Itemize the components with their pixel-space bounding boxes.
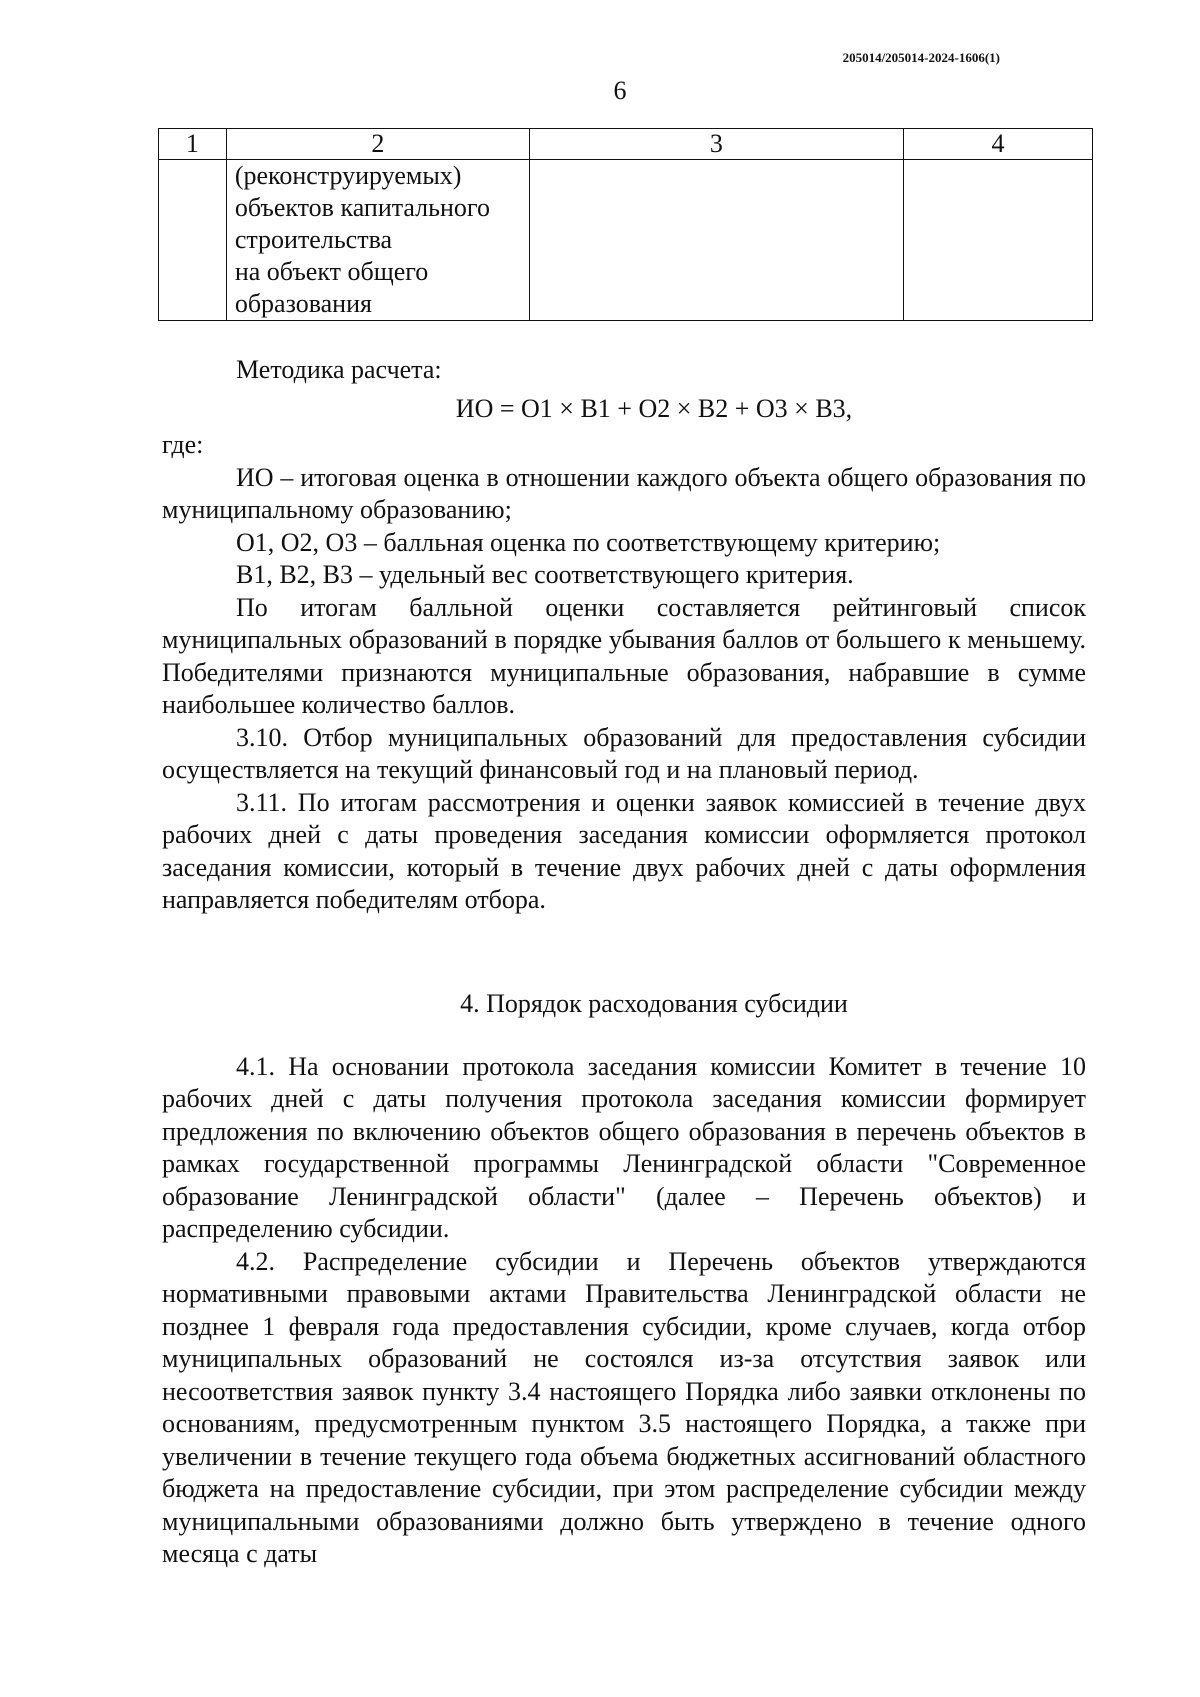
table-cell-2: (реконструируемых) объектов капитального строительства на объект общего образования (226, 160, 529, 321)
criteria-table (158, 128, 1093, 321)
section-4 (162, 988, 1086, 1571)
methodology-label: Методика расчета: (236, 355, 442, 384)
table-cell-4 (903, 160, 1092, 321)
column-header-4: 4 (903, 129, 1092, 160)
definition-o: О1, О2, О3 – балльная оценка по соответствующему критерию; (236, 527, 941, 557)
paragraph-4-1: 4.1. На основании протокола заседания комиссии Комитет в течение 10 рабочих дней с даты получения протокола заседания комиссии формирует предложения по включению объектов общего образования в перечень объектов в рамках государственной программы Ленинградской области "Современное образование Ленинградской области" (далее – Перечень объектов) и распределению субсидии. (162, 1051, 1086, 1243)
page-number: 6 (613, 76, 627, 105)
document-id: 205014/205014-2024-1606(1) (842, 50, 1000, 65)
rating-paragraph: По итогам балльной оценки составляется рейтинговый список муниципальных образований в порядке убывания баллов от большего к меньшему. Победителями признаются муниципальные образования, набравшие в сумме наибольшее количество баллов. (162, 592, 1086, 719)
table-cell-3 (529, 160, 903, 321)
methodology-section (162, 354, 1086, 917)
paragraph-3-10: 3.10. Отбор муниципальных образований для предоставления субсидии осуществляется на текущий финансовый год и на плановый период. (162, 722, 1086, 784)
paragraph-3-11: 3.11. По итогам рассмотрения и оценки заявок комиссией в течение двух рабочих дней с даты проведения заседания комиссии оформляется протокол заседания комиссии, который в течение двух рабочих дней с даты оформления направляется победителям отбора. (162, 787, 1086, 914)
section-4-heading: 4. Порядок расходования субсидии (460, 989, 848, 1018)
definition-io: ИО – итоговая оценка в отношении каждого объекта общего образования по муниципальному образованию; (162, 462, 1086, 524)
column-header-3: 3 (529, 129, 903, 160)
where-label: где: (162, 430, 204, 459)
formula: ИО = О1 × В1 + О2 × В2 + О3 × В3, (455, 393, 853, 423)
table-row (159, 160, 1093, 321)
column-header-1: 1 (159, 129, 227, 160)
column-header-2: 2 (226, 129, 529, 160)
table-header-row (159, 129, 1093, 160)
paragraph-4-2: 4.2. Распределение субсидии и Перечень объектов утверждаются нормативными правовыми актами Правительства Ленинградской области не позднее 1 февраля года предоставления субсидии, кроме случаев, когда отбор муниципальных образований не состоялся из-за отсутствия заявок или несоответствия заявок пункту 3.4 настоящего Порядка либо заявки отклонены по основаниям, предусмотренным пунктом 3.5 настоящего Порядка, а также при увеличении в течение текущего года объема бюджетных ассигнований областного бюджета на предоставление субсидии, при этом распределение субсидии между муниципальными образованиями должно быть утверждено в течение одного месяца с даты (162, 1246, 1086, 1568)
definition-b: В1, В2, В3 – удельный вес соответствующего критерия. (236, 560, 854, 589)
table-cell-1 (159, 160, 227, 321)
